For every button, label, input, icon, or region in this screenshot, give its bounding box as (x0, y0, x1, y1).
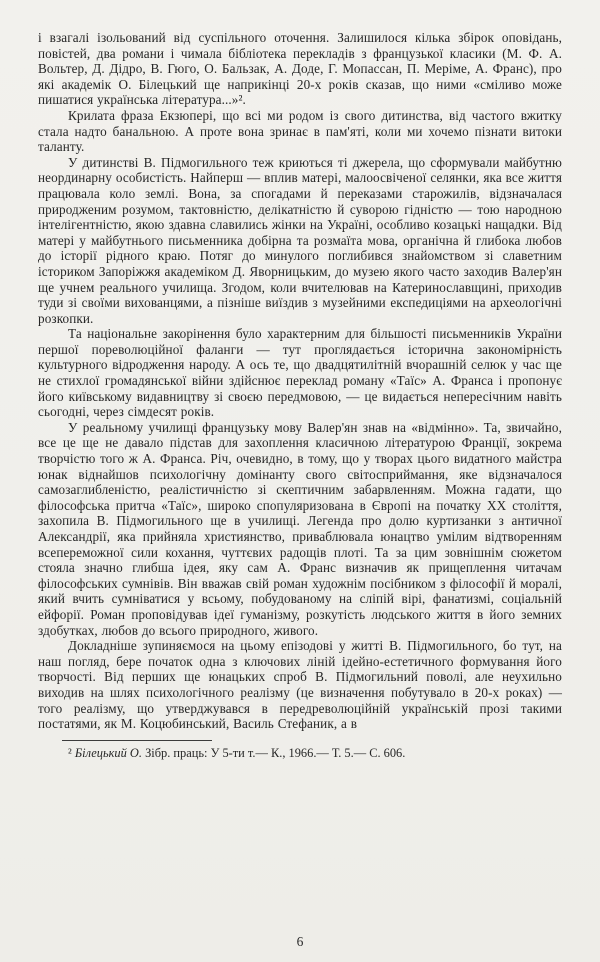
footnote-marker: ² (68, 745, 72, 760)
footnote-text: Зібр. праць: У 5-ти т.— К., 1966.— Т. 5.— С. 606. (145, 745, 406, 760)
paragraph: і взагалі ізольований від суспільного оточення. Залишилося кілька збірок оповідань, повістей, два романи і чимала бібліотека перекладів з французької класики (М. Ф. А. Вольтер, Д. Дідро, В. Гюго, О. Бальзак, А. Доде, Г. Мопассан, П. Меріме, А. Франс), про які академік О. Білецький ще наприкінці 20-х років сказав, що ними «сміливо може пишатися українська література...»². (38, 30, 562, 108)
footnote (38, 746, 562, 761)
paragraph: У реальному училищі французьку мову Валер'ян знав на «відмінно». Та, звичайно, все це ще не давало підстав для захоплення класичною літературою Франції, зокрема творчістю того ж А. Франса. Річ, очевидно, в тому, що у творах цього видатного майстра юнак віднайшов психологічну домінанту свого світосприймання, яке відзначалося самозаглибленістю, реалістичністю зі скептичним забарвленням. Можна гадати, що філософська притча «Таїс», широко спопуляризована в Європі на початку XX століття, захопила В. Підмогильного ще в училищі. Легенда про долю куртизанки з античної Александрії, яка прийняла християнство, приваблювала юнацтво умілим відтворенням всепереможної сили кохання, чуттєвих радощів плоті. Та за цим зовнішнім сюжетом стояла значно глибша ідея, яку сам А. Франс визначив як прищеплення читачам філософських сумнівів. Він вважав свій роман художнім посібником з філософії й моралі, який вчить сумніватися у всьому, побудованому на сліпій вірі, фанатизмі, соціальній ейфорії. Роман проповідував ідеї гуманізму, розкутість людського життя в його земних здобутках, любов до всього природного, живого. (38, 419, 562, 638)
paragraph: Крилата фраза Екзюпері, що всі ми родом із свого дитинства, від частого вжитку стала надто банальною. А проте вона зринає в пам'яті, коли ми хочемо пізнати витоки таланту. (38, 107, 562, 155)
footnote-author: Білецький О. (74, 745, 142, 760)
footnote-rule (62, 740, 212, 741)
page-number: 6 (296, 934, 304, 949)
paragraph: У дитинстві В. Підмогильного теж криються ті джерела, що сформували майбутню неординарну особистість. Найперш — вплив матері, малоосвіченої селянки, яка все життя працювала коло землі. Вона, за спогадами й переказами старожилів, відзначалася природженим розумом, тактовністю, делікатністю й суворою гідністю — тою народною інтелігентністю, якою здавна славились жінки на Україні, особливо козацькі нащадки. Від матері у майбутнього письменника добірна та розмаїта мова, органічна й глибока любов до історії рідного краю. Потяг до минулого поглибився знайомством зі славетним істориком Запоріжжя академіком Д. Яворницьким, до музею якого часто заходив Валер'ян ще учнем реального училища. Згодом, коли вчителював на Катеринославщині, приходив туди зі своїми вихованцями, а пізніше виїздив з музейними експедиціями на археологічні розкопки. (38, 154, 562, 326)
paragraph: Докладніше зупиняємося на цьому епізодові у житті В. Підмогильного, бо тут, на наш погляд, бере початок одна з ключових ліній ідейно-естетичного формування його творчості. Від перших ще юнацьких спроб В. Підмогильний поволі, але неухильно виходив на шлях психологічного реалізму (це визначення побутувало в 20-х роках) — того реалізму, що утверджувався в передреволюційній українській прозі такими постатями, як М. Коцюбинський, Василь Стефаник, а в (38, 638, 562, 732)
paragraph: Та національне закорінення було характерним для більшості письменників України першої пореволюційної фаланги — тут проглядається історична закономірність культурного відродження народу. А ось те, що двадцятилітній вчорашній селюк у час ще не стихлої громадянської війни здійснює переклад роману «Таїс» А. Франса і пропонує його київському видавництву зі своєю передмовою, — це видається непересічним навіть сьогодні, через сімдесят років. (38, 326, 562, 420)
footnote-block (38, 740, 562, 761)
